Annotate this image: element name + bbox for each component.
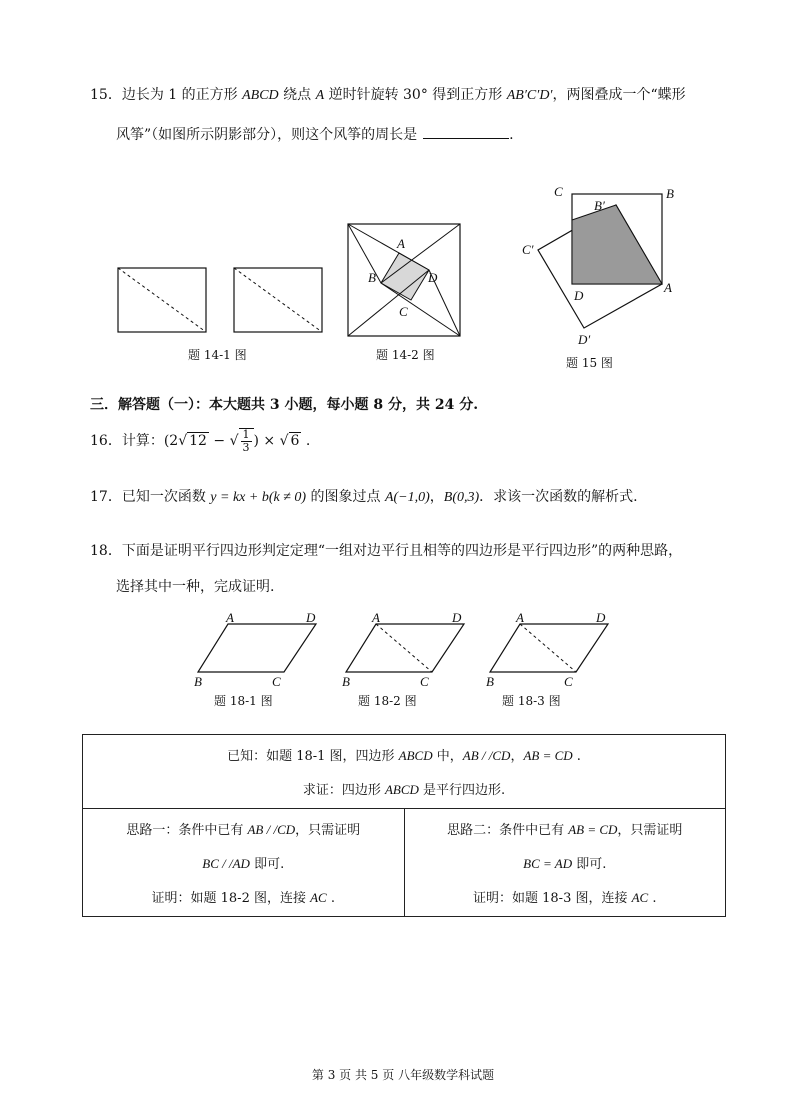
idea2-line3 bbox=[406, 881, 725, 915]
q17-number: 17． bbox=[90, 489, 122, 505]
label-d: D bbox=[306, 610, 316, 625]
given-abcd: ABCD bbox=[398, 748, 433, 763]
diagonal-ac bbox=[520, 624, 576, 672]
idea2-line2 bbox=[406, 847, 725, 881]
label-c: C bbox=[554, 184, 563, 199]
idea2-text-a: 思路二：条件中已有 bbox=[447, 823, 569, 838]
q15-text-a: 边长为 1 的正方形 bbox=[121, 87, 243, 103]
label-b: B bbox=[194, 674, 202, 689]
given-sep: ， bbox=[510, 749, 524, 764]
q15-text-c: 逆时针旋转 30° 得到正方形 bbox=[324, 87, 507, 103]
figure-14-2 bbox=[344, 220, 464, 344]
answer-blank[interactable] bbox=[423, 126, 509, 139]
idea1-goal: BC / /AD bbox=[202, 856, 250, 871]
parallelogram bbox=[490, 624, 608, 672]
idea2-proof-text: 证明：如题 18-3 图，连接 bbox=[473, 891, 632, 906]
idea1-proof-end: . bbox=[326, 891, 335, 906]
q16-sqrt6: 6 bbox=[290, 433, 300, 449]
idea-two-cell[interactable] bbox=[404, 809, 726, 917]
prove-text-a: 求证：四边形 bbox=[302, 783, 385, 798]
label-d: D bbox=[596, 610, 606, 625]
idea1-condition: AB / /CD bbox=[247, 822, 296, 837]
idea1-line2 bbox=[84, 847, 403, 881]
q15-line2-end: . bbox=[509, 127, 514, 143]
q16-minus: − bbox=[208, 433, 230, 449]
figure-14-1 bbox=[112, 262, 332, 346]
idea-one-cell[interactable] bbox=[83, 809, 405, 917]
q17-sep: ， bbox=[429, 489, 444, 505]
q15-text-b: 绕点 bbox=[278, 87, 316, 103]
prove-abcd: ABCD bbox=[384, 782, 419, 797]
caption-15: 题 15 图 bbox=[566, 356, 613, 370]
label-d: D bbox=[428, 270, 438, 285]
q16-frac-den: 3 bbox=[242, 441, 250, 454]
parallelogram bbox=[198, 624, 316, 672]
figure-18-3 bbox=[482, 610, 622, 694]
q17 bbox=[90, 486, 638, 506]
q18-line1 bbox=[90, 540, 682, 560]
q17-point-a: A(−1,0) bbox=[384, 490, 430, 505]
q17-text-c: ．求该一次函数的解析式. bbox=[479, 489, 638, 505]
idea2-goal: BC = AD bbox=[523, 856, 573, 871]
idea1-line3 bbox=[84, 881, 403, 915]
idea2-text-c: 即可. bbox=[572, 857, 607, 872]
given-equal: AB = CD bbox=[523, 748, 573, 763]
label-b: B bbox=[342, 674, 350, 689]
q16-sqrt12: 12 bbox=[189, 433, 207, 449]
section-3-title: 三．解答题（一）：本大题共 3 小题，每小题 8 分，共 24 分. bbox=[90, 397, 479, 413]
given-line bbox=[84, 739, 724, 773]
label-c: C bbox=[399, 304, 408, 319]
caption-18-3: 题 18-3 图 bbox=[502, 694, 561, 708]
q16-prefix: 计算： bbox=[121, 433, 164, 449]
label-a: A bbox=[397, 236, 405, 251]
figure-18-1 bbox=[190, 610, 330, 694]
idea1-text-c: 即可. bbox=[249, 857, 285, 872]
idea1-line1 bbox=[84, 813, 403, 847]
q15-abcd: ABCD bbox=[242, 88, 279, 103]
idea1-text-a: 思路一：条件中已有 bbox=[126, 823, 248, 838]
cut-line-3 bbox=[381, 283, 460, 336]
label-d-prime: D′ bbox=[578, 332, 591, 347]
label-d: D bbox=[452, 610, 462, 625]
idea2-line1 bbox=[406, 813, 725, 847]
idea2-condition: AB = CD bbox=[568, 822, 618, 837]
q15-rotated-square: AB′C′D′ bbox=[506, 88, 553, 103]
page-footer: 第 3 页 共 5 页 八年级数学科试题 bbox=[311, 1068, 495, 1082]
q17-point-b: B(0,3) bbox=[443, 490, 480, 505]
label-b: B bbox=[486, 674, 494, 689]
label-c-prime: C′ bbox=[522, 242, 534, 257]
diagonal-right bbox=[234, 268, 322, 332]
q16-expr-a: (2 bbox=[163, 433, 179, 449]
idea2-proof-end: . bbox=[648, 891, 657, 906]
given-text-a: 已知：如题 18-1 图，四边形 bbox=[227, 749, 399, 764]
label-c: C bbox=[420, 674, 429, 689]
given-parallel: AB / /CD bbox=[462, 748, 511, 763]
given-cell bbox=[83, 735, 726, 809]
q16-fraction bbox=[239, 428, 254, 454]
idea2-proof-ac: AC bbox=[631, 890, 649, 905]
label-b: B bbox=[666, 186, 674, 201]
label-b: B bbox=[368, 270, 376, 285]
kite-shaded bbox=[572, 205, 662, 284]
q17-function: y = kx + b(k ≠ 0) bbox=[210, 490, 307, 505]
q15-line2 bbox=[116, 124, 514, 144]
q16-expr-b: ) × bbox=[253, 433, 280, 449]
proof-table bbox=[82, 734, 726, 917]
diagonal-ac bbox=[376, 624, 432, 672]
prove-text-b: 是平行四边形. bbox=[418, 783, 506, 798]
prove-line bbox=[84, 773, 724, 807]
caption-14-1: 题 14-1 图 bbox=[188, 348, 247, 362]
q16-frac-num: 1 bbox=[242, 428, 250, 441]
label-a: A bbox=[516, 610, 524, 625]
label-d: D bbox=[574, 288, 584, 303]
q16-end: . bbox=[301, 433, 311, 449]
caption-18-2: 题 18-2 图 bbox=[358, 694, 417, 708]
idea1-text-b: ，只需证明 bbox=[295, 823, 361, 838]
figure-18-2 bbox=[338, 610, 478, 694]
q15-text-line2: 风筝”（如图所示阴影部分），则这个风筝的周长是 bbox=[116, 127, 418, 143]
idea1-proof-text: 证明：如题 18-2 图，连接 bbox=[151, 891, 311, 906]
label-c: C bbox=[272, 674, 281, 689]
q18-text-line1: 下面是证明平行四边形判定定理“一组对边平行且相等的四边形是平行四边形”的两种思路， bbox=[121, 543, 683, 559]
q15-number: 15． bbox=[90, 87, 122, 103]
q17-text-b: 的图象过点 bbox=[306, 489, 385, 505]
idea1-proof-ac: AC bbox=[310, 890, 327, 905]
figure-15 bbox=[516, 182, 696, 356]
cut-line-1 bbox=[348, 224, 429, 270]
caption-14-2: 题 14-2 图 bbox=[376, 348, 435, 362]
q15-line1 bbox=[90, 84, 686, 104]
caption-18-1: 题 18-1 图 bbox=[214, 694, 273, 708]
q18-line2: 选择其中一种，完成证明. bbox=[116, 579, 275, 595]
q16: 16．计算：(2√ 12 − √ $\frac{1}{3}$ ) × √ 6 . bbox=[90, 428, 311, 454]
q17-text-a: 已知一次函数 bbox=[121, 489, 211, 505]
label-c: C bbox=[564, 674, 573, 689]
q15-text-d: ，两图叠成一个“蝶形 bbox=[552, 87, 686, 103]
given-end: . bbox=[572, 749, 581, 764]
label-a: A bbox=[226, 610, 234, 625]
label-a: A bbox=[372, 610, 380, 625]
diagonal-left bbox=[118, 268, 206, 332]
label-a: A bbox=[664, 280, 672, 295]
parallelogram bbox=[346, 624, 464, 672]
idea2-text-b: ，只需证明 bbox=[617, 823, 683, 838]
q18-number: 18． bbox=[90, 543, 122, 559]
q16-number: 16． bbox=[90, 433, 122, 449]
given-text-b: 中， bbox=[432, 749, 463, 764]
label-b-prime: B′ bbox=[594, 198, 605, 213]
q15-point-a: A bbox=[315, 88, 325, 103]
